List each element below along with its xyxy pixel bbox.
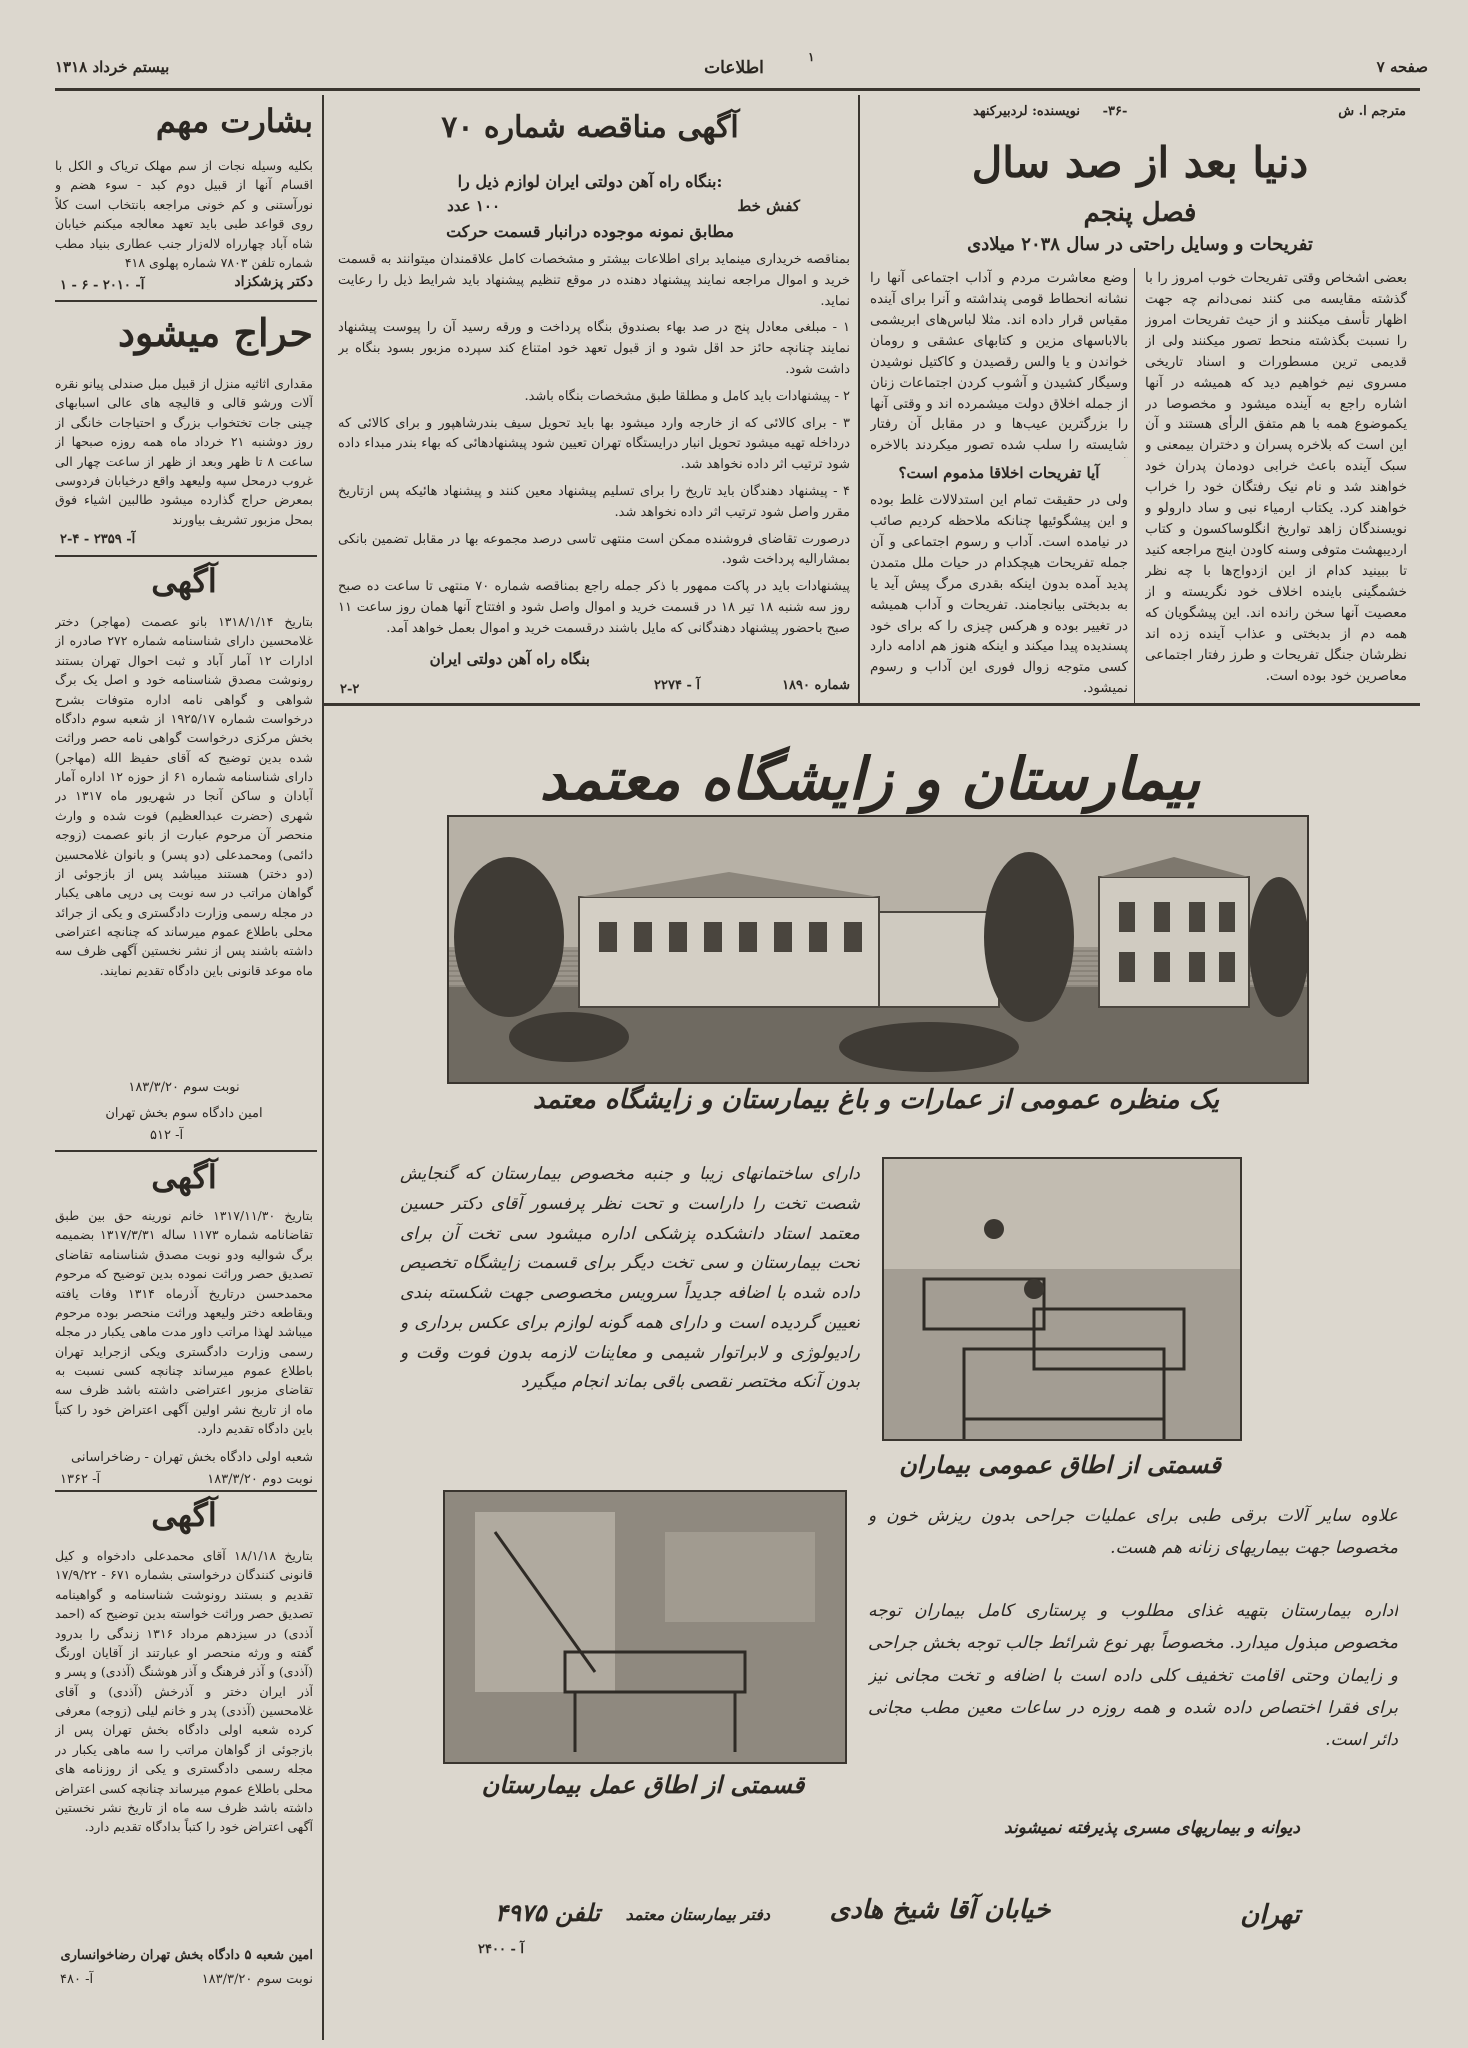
tender-line1: بنگاه راه آهن دولتی ایران لوازم ذیل را: xyxy=(457,172,723,191)
tender-line2: مطابق نمونه موجوده درانبار قسمت حرکت xyxy=(446,222,734,241)
notice1-round: نوبت سوم ۱۸۳/۳/۲۰ xyxy=(128,1080,240,1095)
serial-subhead: آیا تفریحات اخلاقا مذموم است؟ xyxy=(898,464,1100,482)
serial-column-2b: ولی در حقیقت تمام این استدلالات غلط بوده و این پیشگوئیها چنانکه ملاحظه کردیم صائب در نیامده است. آداب و رسوم اجتماعی و آن جمله تفریحات هیچکدام در حیات ملل متمدن پدید آمده بدون اینکه بقدری مرگ پیش آید یا به بدبختی بیانجامند. تفریحات و آداب همیشه در تغییر بوده و هرکس چیزی را که برای خود پسندیده پیدا میکند و اینکه هنوز هم ادامه دارد کسی متوجه زوال فوری این آداب و رسوم نمیشود. xyxy=(870,492,1128,697)
left-rule-3 xyxy=(55,1150,317,1152)
left-rule-2 xyxy=(55,555,317,557)
tender-body xyxy=(338,250,850,645)
ward-photo xyxy=(882,1157,1242,1441)
tender-paragraph: ۳ - برای کالائی که از خارجه وارد میشود بها باید تحویل سیف بندرشاهپور و برای کالائی که درداخله تهیه میشود تحویل انبار درایستگاه تهران تعیین شود پیشنهادهائی که بهاء بندر مبداء داده شود ترتیب اثر داده نخواهد شد. xyxy=(338,415,850,473)
main-photo-caption: یک منظره عمومی از عمارات و باغ بیمارستان و زایشگاه معتمد xyxy=(532,1085,1220,1115)
serial-column-1: بعضی اشخاص وقتی تفریحات خوب امروز را با گذشته مقایسه می کنند نمی‌دانم چه جهت اظهار تأسف میکنند و از حیث تفریحات امروز را نسبت بگذشته منحط تصور میکنند ولی از قدیمی ترین مسطورات و اسناد تاریخی مسروی نیم خواهیم دید که همیشه در آنها اشاره راجع به آینده میشود و مخصوصا در یکموضوع همه با هم متفق الرأی هستند و آن این است که بلاخره پسران و دختران بیمعنی و سبک آینده باعث خرابی دودمان پدران خود خواهند شد و نام نیک رفتگان خود را خراب خواهند کرد. یکتاب ارمیاء نبی و ساد دارولو و نویسندگان زاهد تواریخ انگلوساکسون و کتاب اردیبهشت متوفی وسنه کاودن اینج مراجعه کنید تا ببینید کدام از این ازدواج‌ها با چه نظر خشمگینی باینده اخلاف خود نگریسته و از معصیت آنها سخن رانده اند. این پیشگویان که همه دم از بدبختی و عذاب آینده زده اند نظرشان جنگل تفریحات و طرز رفتار اجتماعی معاصرین خود بوده است. xyxy=(1145,270,1407,684)
tender-paragraph: ۴ - پیشنهاد دهندگان باید تاریخ را برای تسلیم پیشنهاد معین کنند و پیشنهاد هائیکه پس ازتاریخ مقرر واصل شود ترتیب اثر داده نخواهد شد. xyxy=(338,483,850,520)
hospital-title: بیمارستان و زایشگاه معتمد xyxy=(539,745,1201,813)
building-image xyxy=(449,817,1307,1082)
hospital-street: خیابان آقا شیخ هادی xyxy=(829,1895,1051,1925)
glad-ad-body: بکلیه وسیله نجات از سم مهلک تریاک و الکل با اقسام آنها از قبیل دوم کبد - سوء هضم و نورآستنی و کم خونی مراجعه بانتخاب است کلاً روی قواعد طبی باید تعهد معالجه میکنم خیابان شاه آباد چهارراه لاله‌زار جنب عطاری بنیاد مطب شماره تلفن ۷۸۰۳ شماره پهلوی ۴۱۸ xyxy=(55,158,313,270)
operating-room-photo xyxy=(443,1490,847,1764)
tender-item: کفش خط xyxy=(737,197,800,215)
serial-column-2: وضع معاشرت مردم و آداب اجتماعی آنها را نشانه انحطاط قومی پنداشته و آنرا برای آینده مقیاس قرار داده اند. مثلا لباس‌های ابریشمی بالاباسهای مزین و کتابهای عشقی و رومان خواندن و یا والس رقصیدن و کاکتیل نوشیدن وسیگار کشیدن و آشوب کردن اجتماعات زنان از جمله اخلاق دولت میشمرده اند و وقتی آنها را بزرگترین عیب‌ها و در مقابل آن رفتار شایسته را سلب شده تصور میکردند بالاخره xyxy=(870,270,1128,454)
notice1-code: آ- ۵۱۲ xyxy=(150,1128,184,1143)
tender-paragraph: درصورت تقاضای فروشنده ممکن است منتهی تاسی درصد مجموعه بها در مقابل تضمین بانکی بمشارالیه پرداخت شود. xyxy=(338,531,850,568)
tender-signature: بنگاه راه آهن دولتی ایران xyxy=(429,650,590,668)
hospital-office: دفتر بیمارستان معتمد xyxy=(625,1905,770,1924)
tender-paragraph: پیشنهادات باید در پاکت ممهور با ذکر جمله راجع بمناقصه شماره ۷۰ منتهی تا ساعت ده صبح روز سه شنبه ۱۸ تیر ۱۸ در قسمت خرید و اموال واصل شود و افتتاح آنها همان روز ساعت ۱۱ صبح باحضور پیشنهاد دهندگانی که مایل باشند درقسمت خرید و اموال بعمل خواهد آمد. xyxy=(338,579,850,636)
hospital-care-text: اداره بیمارستان بتهیه غذای مطلوب و پرستاری کامل بیماران توجه مخصوص مبذول میدارد. مخصوصاً بهر نوع شرائط جالب توجه بخش جراحی و زایمان وحتی اقامت تخفیف کلی داده است با اضافه و تخت مجانی نیز برای فقرا اختصاص داده شده و همه روزه در ساعات معین مطب مجانی دائر است. xyxy=(868,1601,1398,1751)
tender-code: آ - ۲۲۷۴ xyxy=(654,678,700,693)
auction-ad-code: آ- ۲۳۵۹ - ۴-۲ xyxy=(60,532,136,547)
page-date: بیستم خرداد ۱۳۱۸ xyxy=(55,58,170,76)
newspaper-name: اطلاعات xyxy=(704,58,764,78)
tender-ref: شماره ۱۸۹۰ xyxy=(782,678,850,693)
tender-paragraph: ۲ - پیشنهادات باید کامل و مطلقا طبق مشخصات بنگاه باشد. xyxy=(524,388,850,404)
notice1-title: آگهی xyxy=(151,562,217,600)
hospital-exclusion-note: دیوانه و بیماریهای مسری پذیرفته نمیشوند xyxy=(1004,1818,1300,1838)
serial-translator: مترجم ا. ش xyxy=(1338,104,1406,119)
tender-ref2: ۲-۲ xyxy=(340,682,360,697)
serial-title: دنیا بعد از صد سال xyxy=(971,138,1309,187)
glad-ad-title: بشارت مهم xyxy=(155,102,313,140)
notice2-title: آگهی xyxy=(151,1158,217,1196)
serial-column-divider xyxy=(1134,268,1135,703)
hospital-ad-code: آ - ۲۴۰۰ xyxy=(478,1942,524,1957)
notice2-sign: شعبه اولی دادگاه بخش تهران - رضاخراسانی xyxy=(70,1450,313,1465)
masthead-rule xyxy=(55,88,1420,91)
serial-chapter: فصل پنجم xyxy=(1083,198,1197,228)
hospital-equipment-text: علاوه سایر آلات برقی طبی برای عملیات جراحی بدون ریزش خون و مخصوصا جهت بیماریهای زنانه هم هست. xyxy=(868,1506,1398,1559)
column-rule-left xyxy=(322,95,324,2040)
notice3-title: آگهی xyxy=(151,1496,217,1534)
notice3-round: نوبت سوم ۱۸۳/۳/۲۰ xyxy=(201,1972,313,1987)
left-rule-4 xyxy=(55,1490,317,1492)
operating-room-caption: قسمتی از اطاق عمل بیمارستان xyxy=(481,1770,805,1799)
left-rule-1 xyxy=(55,300,317,302)
notice2-round: نوبت دوم ۱۸۳/۳/۲۰ xyxy=(207,1472,313,1487)
ward-photo-caption: قسمتی از اطاق عمومی بیماران xyxy=(899,1450,1221,1479)
tender-paragraph: ۱ - مبلغی معادل پنج در صد بهاء بصندوق بنگاه پرداخت و ورقه رسید آن را پیوست پیشنهاد نمایند چنانچه حائز حد اقل شود و از قبول تعهد خود امتناع کند سپرده مزبور بسود بنگاه بر داشت شود. xyxy=(338,320,850,377)
notice2-body: بتاریخ ۱۳۱۷/۱۱/۳۰ خانم نورینه حق بین طبق تقاضانامه شماره ۱۱۷۳ ساله ۱۳۱۷/۳/۳۱ بضمیمه برگ شوالیه ودو نوبت مصدق شناسنامه تقاضای تصدیق حصر وراثت نموده بدین توضیح که مرحوم محمدحسن درتاریخ آذرماه ۱۳۱۴ وفات یافته وبقاطعه دختر ولیعهد وراثت منحصر بوده مرحوم میباشد لهذا مراتب داور مدت ماهی یکبار در مجله رسمی وزارت دادگستری ویکی ازجراید تهران باطلاع عموم میرساند چنانچه کسی نسبت به تقاضای مزبور اعتراضی داشته باشد ظرف سه ماه از تاریخ نشر اولین آگهی اعتراض خود را کتباً باین دادگاه تقدیم دارد. xyxy=(55,1208,313,1437)
notice2-code: آ- ۱۳۶۲ xyxy=(60,1472,101,1487)
tender-paragraph: بمناقصه خریداری مینماید برای اطلاعات بیشتر و مشخصات کامل علاقمندان میتوانند به قسمت خرید و اموال مراجعه نمایند پیشنهاد دهنده در موقع تنظیم پیشنهاد باید شرایط ذیل را رعایت نماید. xyxy=(338,252,850,309)
notice1-body: بتاریخ ۱۳۱۸/۱/۱۴ بانو عصمت (مهاجر) دختر غلامحسین دارای شناسنامه شماره ۲۷۲ صادره از ادارات ۱۲ آمار آباد و ثبت احوال تهران بستند رونوشت مصدق شناسنامه خود و اصل یک برگ شواهی و گواهی نامه اداره متوفات بشرح درخواست شماره ۱۹۲۵/۱۷ از شعبه سوم دادگاه بخش مرکزی درخواست گواهی نامه حصر وراثت شده بدین توضیح که آقای حفیظ الله (مهاجر) دارای شناسنامه شماره ۶۱ از حوزه ۱۲ اداره آمار آبادان و ساکن آنجا در شهریور ماه ۱۳۱۷ در شهری (حضرت عبدالعظیم) فوت شده و وارث منحصر آن مرحوم عبارت از بانو عصمت (زوجه دائمی) ومحمدعلی (دو پسر) و بانوان غلامحسین (دو دختر) هستند میباشد پس از بازجوئی از گواهان مراتب در سه نوبت پی درپی ماهی یکبار در مجله رسمی وزارت دادگستری و یکی از جرائد محلی باطلاع عموم میرساند که چنانچه اعتراضی داشته باشند پس از نشر نخستین آگهی ظرف سه ماه موعد قانونی باین دادگاه تقدیم نمایند. xyxy=(55,614,313,978)
notice3-body: بتاریخ ۱۸/۱/۱۸ آقای محمدعلی دادخواه و کیل قانونی کنندگان درخواستی بشماره ۶۷۱ - ۱۷/۹/۲۲ تقدیم و بستند رونوشت شناسنامه و گواهینامه تصدیق حصر وراثت خواسته بدین توضیح که (احمد آذدی) در سیزدهم مرداد ۱۳۱۶ زندگی را بدرود گفته و ورثه منحصر او عبارتند از آقایان اورنگ (آذدی) و آذر فرهنگ و آذر هوشنگ (آذدی) و پسر و آذر ایران دختر و آذرخش (آذدی) و آقای غلامحسین (آذدی) پدر و خانم لیلی (زوجه) معرفی کرده شعبه اولی دادگاه بخش تهران پس از بازجوئی از گواهان مراتب را سه ماهی یکبار در مجله رسمی دادگستری و یکی از روزنامه های محلی باطلاع عموم میرساند چنانچه کسی اعتراض داشته باشد ظرف سه ماه از تاریخ نشر نخستین آگهی اعتراض خود را کتباً بدادگاه تقدیم دارد. xyxy=(55,1548,313,1835)
page-number: صفحه ۷ xyxy=(1376,58,1428,76)
ward-image xyxy=(884,1159,1240,1439)
glad-ad-sign: دکتر پزشکزاد xyxy=(234,274,313,290)
operating-room-image xyxy=(445,1492,845,1762)
notice3-code: آ- ۴۸۰ xyxy=(60,1972,94,1987)
serial-subtitle: تفریحات و وسایل راحتی در سال ۲۰۳۸ میلادی xyxy=(967,234,1313,255)
column-rule-right xyxy=(858,95,860,705)
page-mark: ۱ xyxy=(808,50,815,64)
hospital-city: تهران xyxy=(1240,1900,1300,1930)
tender-title: آگهی مناقصه شماره ۷۰ xyxy=(441,110,739,145)
hospital-main-photo xyxy=(447,815,1309,1084)
tender-quantity: ۱۰۰ عدد xyxy=(447,197,500,215)
hospital-phone: تلفن ۴۹۷۵ xyxy=(495,1898,600,1927)
auction-ad-title: حراج میشود xyxy=(117,310,313,355)
notice1-sign: امین دادگاه سوم بخش تهران xyxy=(105,1106,263,1121)
notice3-sign: امین شعبه ۵ دادگاه بخش تهران رضاخوانساری xyxy=(60,1948,313,1963)
serial-author: نویسنده: لردبیرکنهد xyxy=(973,104,1080,119)
top-section-rule xyxy=(324,703,1420,706)
auction-ad-body: مقداری اثاثیه منزل از قبیل مبل صندلی پیانو نقره آلات ورشو قالی و قالیچه های عالی اسبابهای چینی جات تختخواب بزرگ و احتیاجات خانگی از روز دوشنبه ۲۱ خرداد ماه همه روزه صبحها از ساعت ۸ تا ظهر وبعد از ظهر از ساعت چهار الی غروب درمحل سپه ولیعهد واقع درخیابان فردوسی بمعرض حراج گذارده میشود طالبین اشیاء فوق بمحل مزبور تشریف بیاورند xyxy=(55,376,313,527)
hospital-description: دارای ساختمانهای زیبا و جنبه مخصوص بیمارستان که گنجایش شصت تخت را داراست و تحت نظر پرفسور آقای دکتر حسین معتمد استاد دانشکده پزشکی اداره میشود سی تخت آن برای تحت بیمارستان و سی تخت دیگر برای قسمت زایشگاه تخصیص داده شده با اضافه جدیداً سرویس مخصوصی جهت شکسته بندی تعیین گردیده است و دارای همه گونه لوازم برای عکس برداری و رادیولوژی و لابراتوار شیمی و معاینات لازمه بدون فوت وقت و بدون آنکه مختصر نقصی باقی بماند انجام میگیرد xyxy=(400,1164,860,1393)
serial-number: -۳۶- xyxy=(1102,104,1128,119)
glad-ad-code: آ- ۲۰۱۰ - ۶ - ۱ xyxy=(60,278,145,293)
